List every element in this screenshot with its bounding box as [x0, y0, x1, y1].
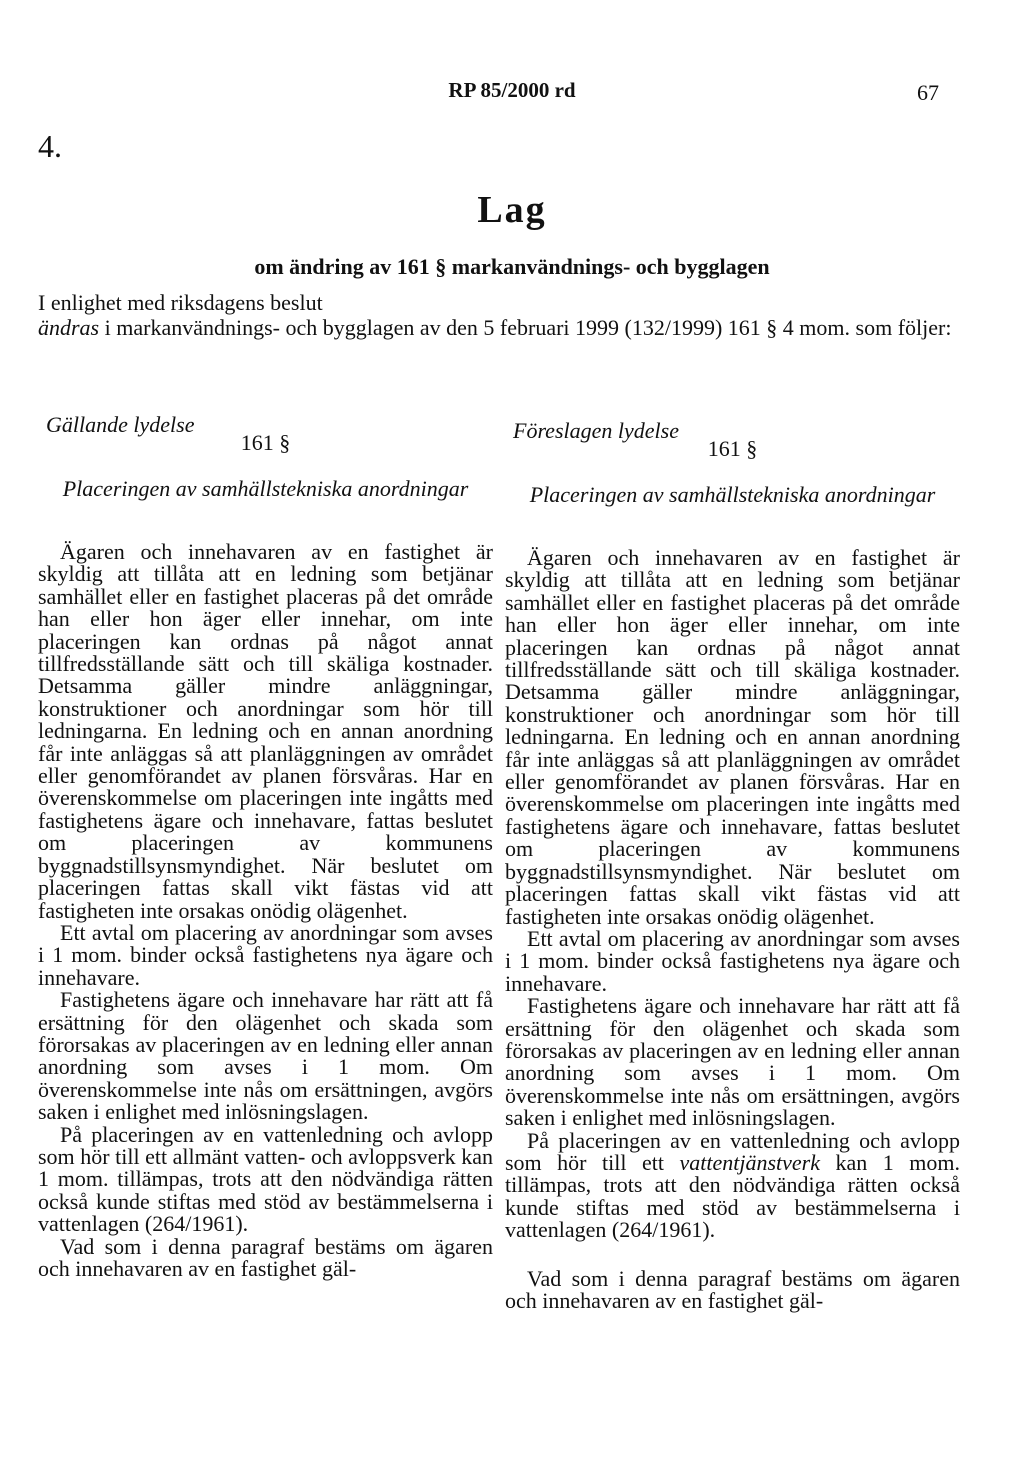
left-column-heading: Gällande lydelse: [46, 412, 195, 437]
intro-verb: ändras: [38, 315, 100, 340]
right-column-body: [505, 547, 960, 1312]
left-section-title: Placeringen av samhällstekniska anordningar: [62, 476, 469, 501]
left-paragraph-5: Vad som i denna paragraf bestäms om ägaren och innehavaren av en fastighet gäl-: [38, 1233, 493, 1281]
left-paragraph-3: Fastighetens ägare och innehavare har rätt att få ersättning för den olägenhet och skada som förorsakas av placeringen av en ledning eller annan anordning som avses i 1 mom. Om överenskommelse inte nås om ersättningen, avgörs saken i enlighet med inlösningslagen.: [38, 987, 493, 1125]
document-reference: RP 85/2000 rd: [448, 78, 576, 102]
right-paragraph-4-start: På placeringen av en vattenledning och avlopp som hör till ett: [505, 1127, 960, 1175]
section-number: 4.: [38, 128, 62, 164]
left-paragraph-4: På placeringen av en vattenledning och avlopp som hör till ett allmänt vatten- och avloppsverk kan 1 mom. tillämpas, trots att den nödvändiga rätten också kunde stiftas med stöd av bestämmelserna i vattenlagen (264/1961).: [38, 1121, 493, 1237]
law-subtitle: om ändring av 161 § markanvändnings- och bygglagen: [254, 254, 770, 279]
right-paragraph-1: Ägaren och innehavaren av en fastighet är skyldig att tillåta att en ledning som betjänar samhället eller en fastighet placeras på det område han eller hon äger eller innehar, om inte placeringen kan ordnas på något annat tillfredsställande sätt och till skäliga kostnader. Detsamma gäller mindre anläggningar, konstruktioner och anordningar som hör till ledningarna. En ledning och en annan anordning får inte anläggas så att planläggningen av området eller genomförandet av planen försvåras. Har en överenskommelse om placeringen inte ingåtts med fastighetens ägare och innehavare, fattas beslutet om placeringen av kommunens byggnadstillsynsmyndighet. När beslutet om placeringen fattas skall vikt fästas vid att fastigheten inte orsakas onödig olägenhet.: [505, 545, 960, 929]
left-paragraph-1: Ägaren och innehavaren av en fastighet är skyldig att tillåta att en ledning som betjänar samhället eller en fastighet placeras på det område han eller hon äger eller innehar, om inte placeringen kan ordnas på något annat tillfredsställande sätt och till skäliga kostnader. Detsamma gäller mindre anläggningar, konstruktioner och anordningar som hör till ledningarna. En ledning och en annan anordning får inte anläggas så att planläggningen av området eller genomförandet av planen försvåras. Har en överenskommelse om placeringen inte ingåtts med fastighetens ägare och innehavare, fattas beslutet om placeringen av kommunens byggnadstillsynsmyndighet. När beslutet om placeringen fattas skall vikt fästas vid att fastigheten inte orsakas onödig olägenhet.: [38, 539, 493, 923]
intro-line-2: [38, 315, 958, 340]
right-paragraph-4-end: kan 1 mom. tillämpas, trots att den nödvändiga rätten också kunde stiftas med stöd av bestämmelserna i vattenlagen (264/1961).: [505, 1149, 960, 1243]
right-paragraph-4-emphasis: vattentjänstverk: [679, 1149, 820, 1175]
left-column-body: [38, 541, 493, 1280]
right-column-heading: Föreslagen lydelse: [513, 418, 679, 443]
right-section-title: Placeringen av samhällstekniska anordningar: [529, 482, 936, 507]
right-paragraph-4: [505, 1127, 960, 1243]
right-paragraph-2: Ett avtal om placering av anordningar som avses i 1 mom. binder också fastighetens nya ägare och innehavare.: [505, 925, 960, 996]
page-number: 67: [917, 80, 939, 105]
right-paragraph-5: Vad som i denna paragraf bestäms om ägaren och innehavaren av en fastighet gäl-: [505, 1265, 960, 1313]
right-paragraph-3: Fastighetens ägare och innehavare har rätt att få ersättning för den olägenhet och skada som förorsakas av placeringen av en ledning eller annan anordning som avses i 1 mom. Om överenskommelse inte nås om ersättningen, avgörs saken i enlighet med inlösningslagen.: [505, 993, 960, 1131]
intro-rest: i markanvändnings- och bygglagen av den 5 februari 1999 (132/1999) 161 § 4 mom. som följer:: [99, 315, 952, 340]
left-paragraph-ref: 161 §: [240, 430, 291, 455]
left-paragraph-2: Ett avtal om placering av anordningar som avses i 1 mom. binder också fastighetens nya ägare och innehavare.: [38, 919, 493, 990]
right-paragraph-ref: 161 §: [707, 436, 758, 461]
intro-text: [38, 290, 958, 340]
intro-line-1: I enlighet med riksdagens beslut: [38, 290, 323, 315]
law-title: Lag: [477, 189, 547, 231]
